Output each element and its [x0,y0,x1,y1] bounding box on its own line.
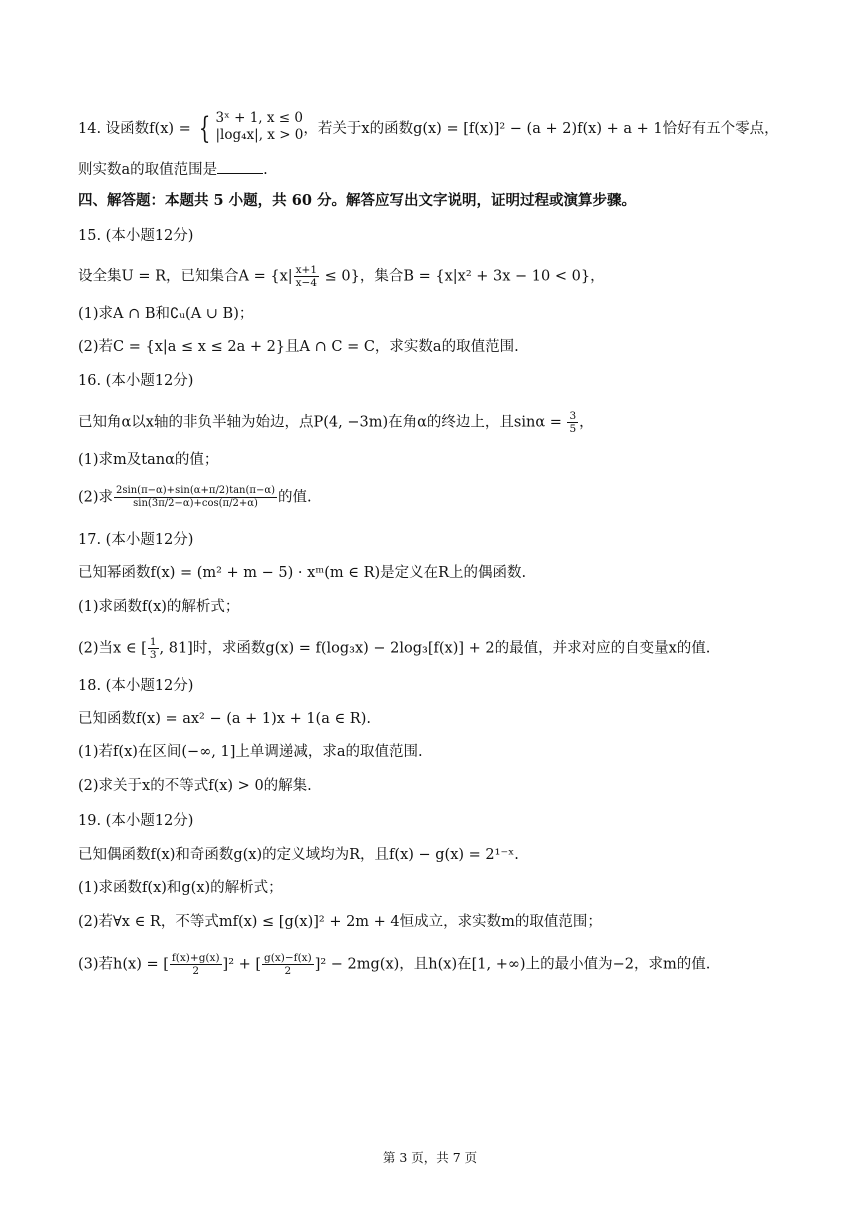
q14-line2 [78,160,820,180]
q19-frac1-den: 2 [192,965,200,977]
q17-part2-b: , 81]时，求函数g(x) = f(log₃x) − 2log₃[f(x)] + 2的最值，并求对应的自变量x的值. [159,640,711,657]
q14-prefix: 14. 设函数f(x) = [78,121,196,137]
q16-big-fraction [114,485,277,510]
q19-stem: 已知偶函数f(x)和奇函数g(x)的定义域均为R，且f(x) − g(x) = 2¹⁻ˣ. [78,847,519,863]
q14-piecewise [195,110,303,148]
q15-stem-a: 设全集U = R，已知集合A = {x| [78,268,293,285]
q17-fraction [148,636,159,661]
q16-part2-b: 的值. [278,489,312,506]
q19-part2: (2)若∀x ∈ R，不等式mf(x) ≤ [g(x)]² + 2m + 4恒成立，求实数m的取值范围； [78,914,602,930]
q19-part3 [78,952,820,977]
q19-fraction-1 [170,952,222,977]
q14-brace: { [199,111,211,146]
q14-case2: |log₄x|, x > 0 [215,127,304,143]
q14-period: . [263,162,268,178]
q18-part2: (2)求关于x的不等式f(x) > 0的解集. [78,778,312,794]
q19-head: 19. (本小题12分) [78,813,194,829]
q16-big-den: sin(3π/2−α)+cos(π/2+α) [133,498,258,509]
q15-part1: (1)求A ∩ B和∁ᵤ(A ∪ B)； [78,306,254,322]
q16-part2 [78,485,820,510]
q14-line2-text: 则实数a的取值范围是 [78,162,218,178]
q16-stem-a: 已知角α以x轴的非负半轴为始边，点P(4, −3m)在角α的终边上，且sinα = [78,414,567,431]
q16-head: 16. (本小题12分) [78,373,194,389]
q18-head: 18. (本小题12分) [78,678,194,694]
q14-suffix: ，若关于x的函数g(x) = [f(x)]² − (a + 2)f(x) + a + 1恰好有五个零点， [303,121,779,137]
q17-head: 17. (本小题12分) [78,532,194,548]
q17-frac-num: 1 [149,636,157,648]
q19-part3-a: (3)若h(x) = [ [78,956,169,973]
q19-frac1-num: f(x)+g(x) [171,952,220,964]
q19-fraction-2 [262,952,314,977]
q14-answer-blank [217,161,263,174]
q14-line1 [78,110,820,148]
q19-part3-b: ]² + [ [222,956,262,973]
q16-stem-b: ， [579,414,594,431]
q17-stem: 已知幂函数f(x) = (m² + m − 5) · xᵐ(m ∈ R)是定义在R上的偶函数. [78,565,527,581]
q15-fraction [294,264,319,289]
q19-frac2-num: g(x)−f(x) [264,952,312,964]
q15-frac-num: x+1 [295,264,318,276]
q16-big-num: 2sin(π−α)+sin(α+π/2)tan(π−α) [116,485,276,496]
q15-stem-b: ≤ 0}，集合B = {x|x² + 3x − 10 < 0}， [320,268,605,285]
q19-frac2-den: 2 [284,965,292,977]
q14-case1: 3ˣ + 1, x ≤ 0 [215,110,303,126]
q16-part2-a: (2)求 [78,489,114,506]
q19-part3-c: ]² − 2mg(x)，且h(x)在[1, +∞)上的最小值为−2，求m的值. [314,956,711,973]
q17-part2 [78,636,820,661]
q16-fraction [567,410,578,435]
q15-head: 15. (本小题12分) [78,228,194,244]
q16-frac-den: 5 [569,423,577,435]
page-footer: 第 3 页，共 7 页 [382,1150,478,1165]
q18-part1: (1)若f(x)在区间(−∞, 1]上单调递减，求a的取值范围. [78,744,423,760]
q16-part1: (1)求m及tanα的值； [78,452,219,468]
q15-frac-den: x−4 [295,277,318,289]
q18-stem: 已知函数f(x) = ax² − (a + 1)x + 1(a ∈ R). [78,711,371,727]
q17-part2-a: (2)当x ∈ [ [78,640,147,657]
q16-stem [78,410,820,435]
q17-part1: (1)求函数f(x)的解析式； [78,599,240,615]
q15-stem [78,264,820,289]
q16-frac-num: 3 [569,410,577,422]
q19-part1: (1)求函数f(x)和g(x)的解析式； [78,880,283,896]
section-four-title: 四、解答题：本题共 5 小题，共 60 分。解答应写出文字说明，证明过程或演算步骤。 [78,192,636,209]
q17-frac-den: 3 [149,649,157,661]
q15-part2: (2)若C = {x|a ≤ x ≤ 2a + 2}且A ∩ C = C，求实数a的取值范围. [78,339,519,355]
